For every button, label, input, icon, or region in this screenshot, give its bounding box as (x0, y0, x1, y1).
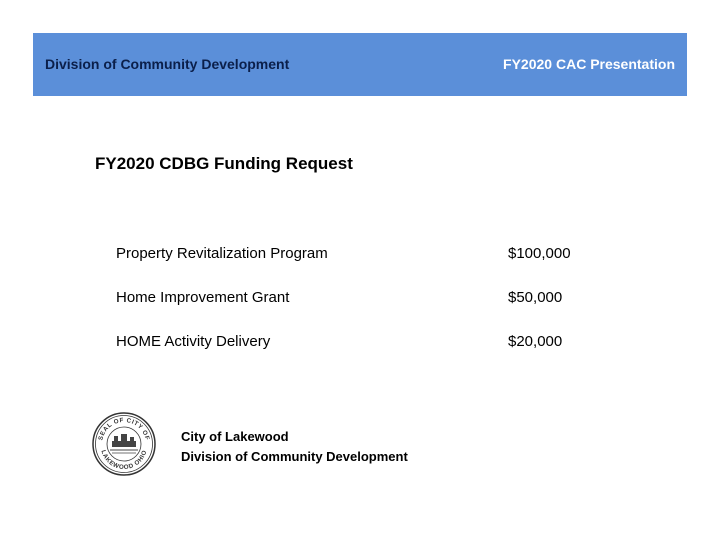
footer-text (181, 427, 408, 467)
funding-list (116, 243, 616, 375)
header-bar (33, 33, 687, 96)
funding-item-name: Home Improvement Grant (116, 289, 290, 306)
list-item (116, 287, 616, 331)
header-presentation-title: FY2020 CAC Presentation (503, 56, 675, 72)
list-item (116, 331, 616, 375)
funding-item-amount: $20,000 (508, 333, 563, 350)
header-division-title: Division of Community Development (45, 56, 290, 72)
footer-city-name: City of Lakewood (181, 429, 289, 444)
footer-division-name: Division of Community Development (181, 449, 408, 464)
funding-item-name: Property Revitalization Program (116, 245, 328, 262)
seal-bottom-text: LAKEWOOD OHIO (99, 449, 149, 472)
list-item (116, 243, 616, 287)
page-title: FY2020 CDBG Funding Request (95, 154, 353, 173)
seal-top-text: SEAL OF CITY OF (97, 416, 151, 442)
funding-item-amount: $50,000 (508, 289, 563, 306)
city-seal-icon (92, 412, 156, 476)
funding-item-amount: $100,000 (508, 245, 571, 262)
funding-item-name: HOME Activity Delivery (116, 333, 271, 350)
